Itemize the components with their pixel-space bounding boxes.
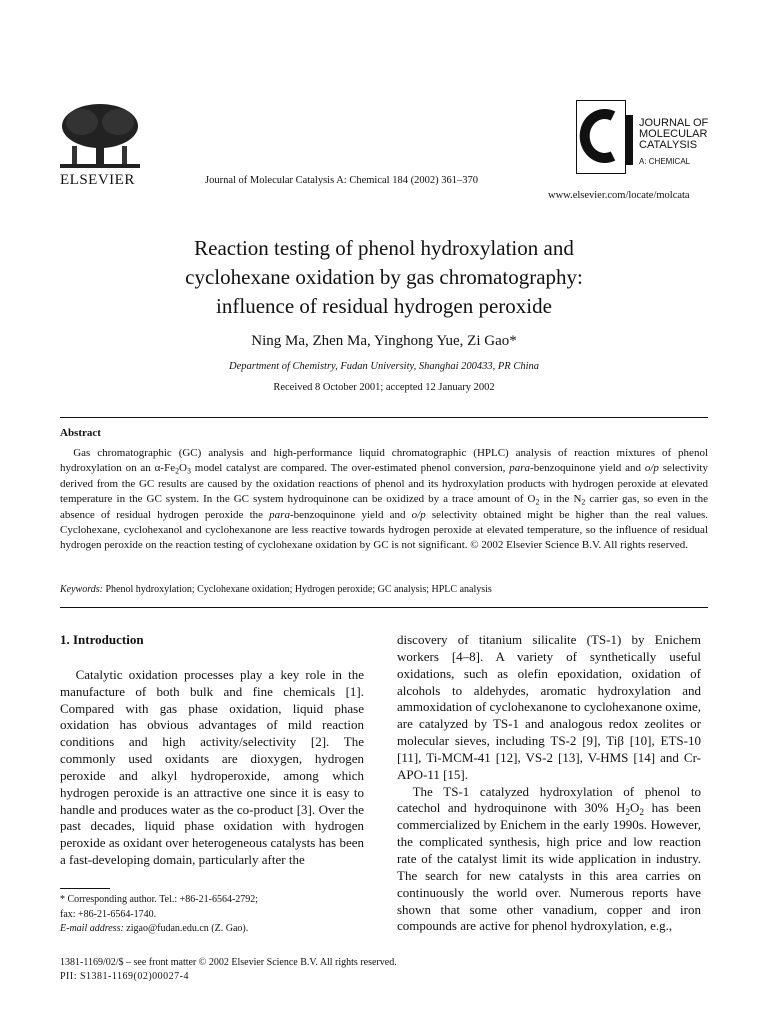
pii-line: PII: S1381-1169(02)00027-4 [60,971,190,982]
journal-logo-line: MOLECULAR [639,128,708,140]
footnote [60,893,364,937]
journal-logo-line: CATALYSIS [639,139,698,151]
section-heading: 1. Introduction [60,632,144,647]
footnote-line: fax: +86-21-6564-1740. [60,908,157,920]
publisher-name: ELSEVIER [60,172,135,188]
right-column [397,632,701,935]
paper-authors: Ning Ma, Zhen Ma, Yinghong Yue, Zi Gao* [251,333,517,349]
journal-c-logo-icon [577,106,623,166]
keywords: Keywords: Phenol hydroxylation; Cyclohexane oxidation; Hydrogen peroxide; GC analysis; HPLC analysis [60,584,492,595]
divider [60,607,708,608]
journal-citation: Journal of Molecular Catalysis A: Chemical 184 (2002) 361–370 [205,175,478,186]
footnote-line: * Corresponding author. Tel.: +86-21-6564-2792; [60,894,259,905]
body-paragraph: discovery of titanium silicalite (TS-1) by Enichem workers [4–8]. A variety of synthetically useful oxidations, such as olefin epoxidation, oxidation of alcohols to aldehydes, aromatic hydroxylation and ammoxidation of cyclohexanone to cyclohexanone oxime, are catalyzed by TS-1 and analogous redox zeolites or molecular sieves, including TS-2 [9], Tiβ [10], ETS-10 [11], Ti-MCM-41 [12], VS-2 [13], V-HMS [14] and Cr-APO-11 [15]. [397,632,701,782]
paper-affiliation: Department of Chemistry, Fudan University, Shanghai 200433, PR China [228,361,540,372]
elsevier-tree-logo [56,100,144,172]
journal-logo-text [639,118,708,151]
body-paragraph: Catalytic oxidation processes play a key role in the manufacture of both bulk and fine chemicals [1]. Compared with gas phase oxidation, liquid phase oxidation has obvious advantages of mild reaction conditions and high activity/selectivity [2]. The commonly used oxidants are dioxygen, hydrogen peroxide and alkyl hydroperoxide, among which hydrogen peroxide is an attractive one since it is easy to handle and produces water as the co-product [3]. Over the past decades, liquid phase oxidation with hydrogen peroxide as oxidant over heterogeneous catalysts has been a fast-developing domain, particularly after the [60,666,364,868]
journal-url[interactable]: www.elsevier.com/locate/molcata [548,190,690,201]
paper-title [60,234,708,321]
divider [60,417,708,418]
abstract-heading: Abstract [60,427,101,439]
paper-dates: Received 8 October 2001; accepted 12 January 2002 [273,382,495,393]
title-line: Reaction testing of phenol hydroxylation and [194,236,574,260]
journal-section: A: CHEMICAL [639,157,691,166]
footnote-email: E-mail address: zigao@fudan.edu.cn (Z. Gao). [60,923,249,934]
footnote-divider [60,888,110,889]
abstract-body: Gas chromatographic (GC) analysis and high-performance liquid chromatographic (HPLC) analysis of reaction mixtures of phenol hydroxylation on an $\alpha-Fe_2O_3$ model catalyst are compared. The over-estimated phenol conversion, para-benzoquinone yield and o/p selectivity derived from the GC results are caused by the oxidation reactions of phenol and its hydroxylation products with hydrogen peroxide at elevated temperature in the GC system. In the GC system hydroquinone can be oxidized by a trace amount of $O_2$ in the $N_2$ carrier gas, so even in the absence of residual hydrogen peroxide the para-benzoquinone yield and o/p selectivity obtained might be higher than the real values. Cyclohexane, cyclohexanol and cyclohexanone are less reactive towards hydrogen peroxide at elevated temperature, so the influence of residual hydrogen peroxide on the reaction testing of cyclohexane oxidation by GC is not significant. © 2002 Elsevier Science B.V. All rights reserved. [60,447,709,552]
journal-logo-side-bar [625,115,633,165]
issn-line: 1381-1169/02/$ – see front matter © 2002 Elsevier Science B.V. All rights reserved. [60,957,397,968]
title-line: cyclohexane oxidation by gas chromatography: [185,265,583,289]
body-paragraph: The TS-1 catalyzed hydroxylation of phenol to catechol and hydroquinone with 30% $H_2O_2$ has been commercialized by Enichem in the early 1990s. However, the complicated synthesis, high price and low reaction rate of the catalyst limit its wide application in industry. The search for new catalysts in this area carries on continuously the world over. Numerous reports have shown that some other vanadium, copper and iron compounds are active for phenol hydroxylation, e.g., [397,783,701,934]
journal-logo-line: JOURNAL OF [639,117,709,129]
left-column [60,632,364,869]
title-line: influence of residual hydrogen peroxide [216,294,552,318]
